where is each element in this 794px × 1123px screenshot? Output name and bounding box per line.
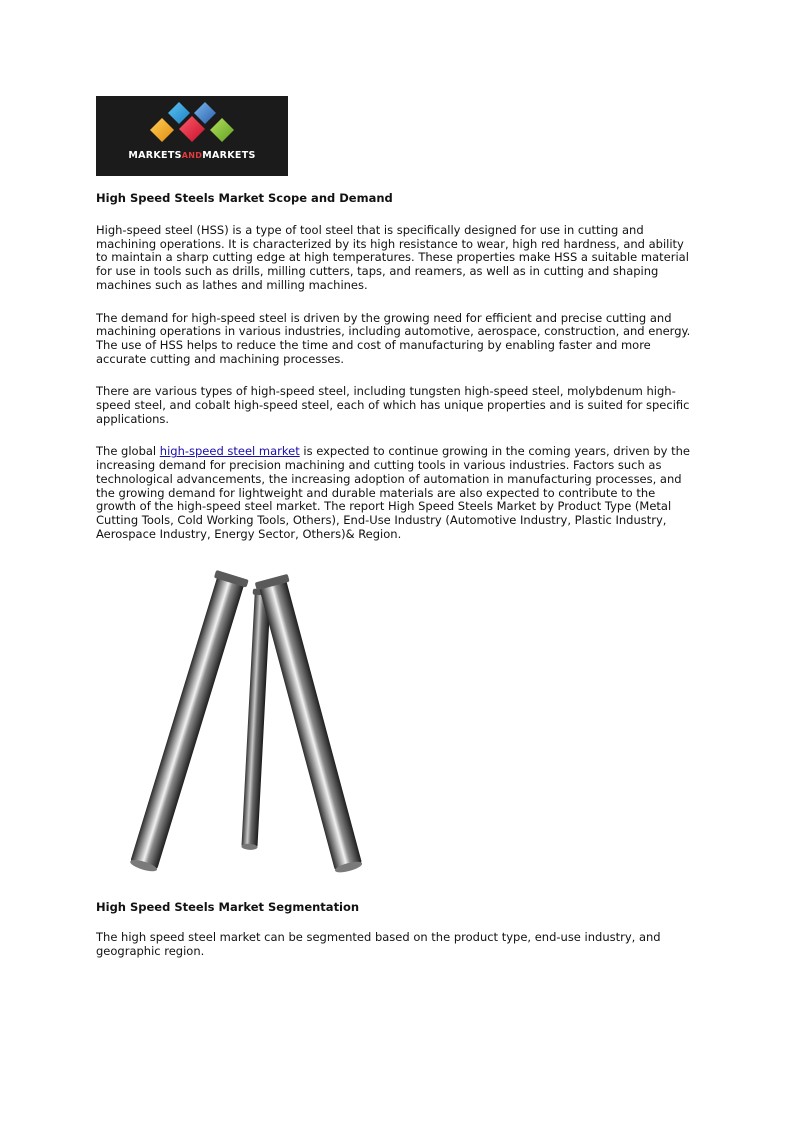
paragraph-market-growth: [96, 445, 698, 541]
paragraph-segmentation: The high speed steel market can be segmented based on the product type, end-use industry, and geographic region.: [96, 930, 661, 959]
steel-rods-photo: [96, 552, 406, 882]
paragraph-types: There are various types of high-speed steel, including tungsten high-speed steel, molybdenum high-speed steel, and cobalt high-speed steel, each of which has unique properties and is suited for specific applications.: [96, 384, 690, 426]
logo-diamonds-icon: [96, 96, 288, 176]
document-page: [96, 96, 698, 959]
marketsandmarkets-logo: [96, 96, 288, 176]
section-heading-scope: High Speed Steels Market Scope and Demand: [96, 191, 393, 205]
paragraph-demand: The demand for high-speed steel is driven by the growing need for efficient and precise cutting and machining operations in various industries, including automotive, aerospace, construction, and energy. The use of HSS helps to reduce the time and cost of manufacturing by enabling faster and more accurate cutting and machining processes.: [96, 310, 691, 366]
market-report-link[interactable]: high-speed steel market: [159, 444, 300, 459]
section-heading-segmentation: High Speed Steels Market Segmentation: [96, 900, 360, 915]
paragraph-text: The global: [96, 444, 160, 459]
logo-wordmark: MARKETSANDMARKETS: [128, 150, 256, 161]
paragraph-hss-definition: High-speed steel (HSS) is a type of tool steel that is specifically designed for use in cutting and machining operations. It is characterized by its high resistance to wear, high red hardness, and ability to maintain a sharp cutting edge at high temperatures. These properties make HSS a suitable material for use in tools such as drills, milling cutters, taps, and reamers, as well as in cutting and shaping machines such as lathes and milling machines.: [96, 223, 689, 292]
paragraph-text: is expected to continue growing in the coming years, driven by the increasing demand for precision machining and cutting tools in various industries. Factors such as technological advancements, the increasing adoption of automation in manufacturing processes, and the growing demand for lightweight and durable materials are also expected to contribute to the growth of the high-speed steel market. The report High Speed Steels Market by Product Type (Metal Cutting Tools, Cold Working Tools, Others), End-Use Industry (Automotive Industry, Plastic Industry, Aerospace Industry, Energy Sector, Others)& Region.: [96, 444, 690, 541]
